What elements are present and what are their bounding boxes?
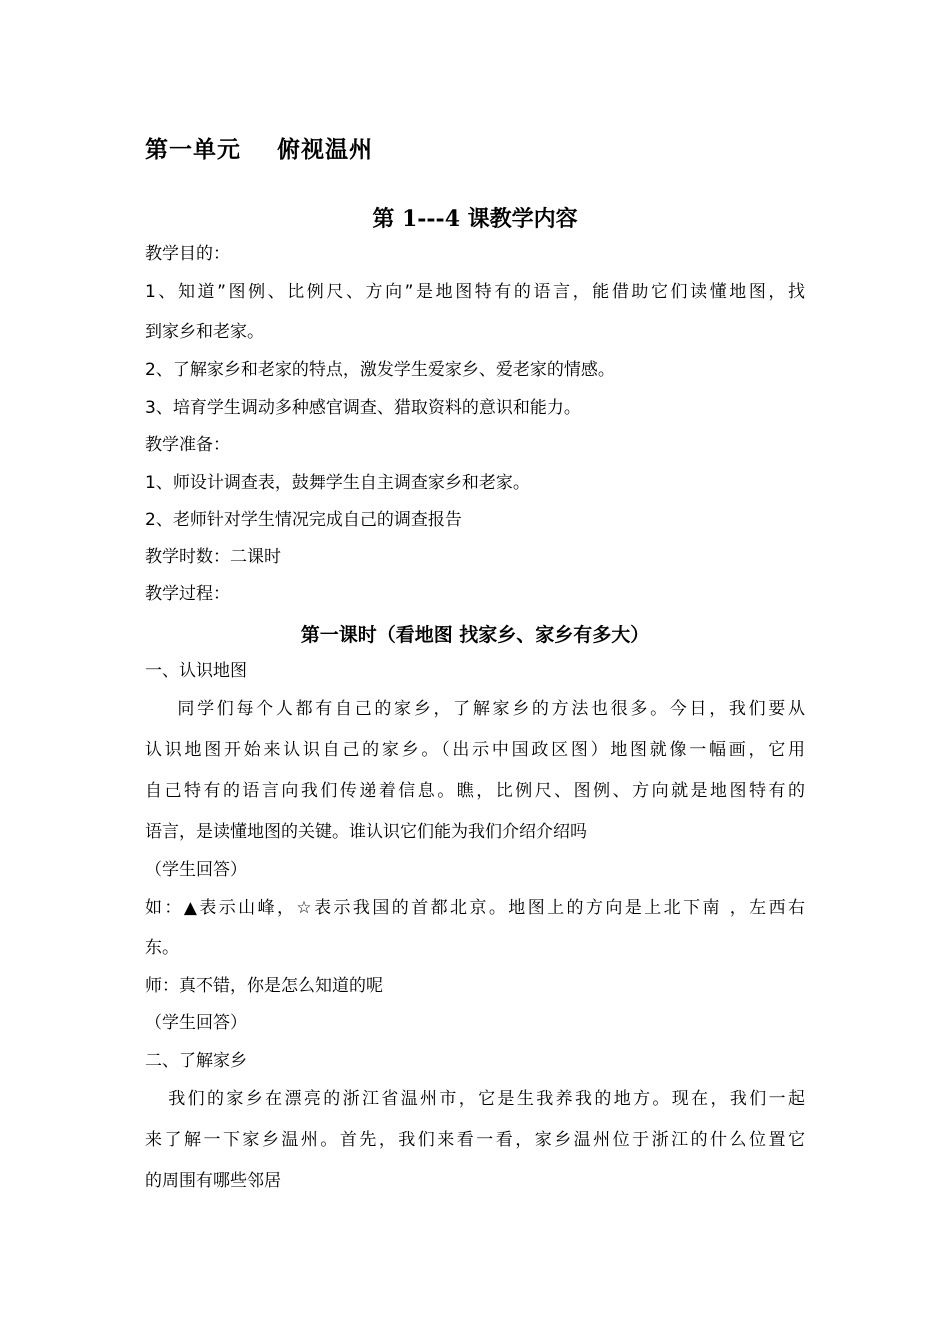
teaching-hours: 教学时数：二课时 <box>145 547 281 567</box>
objectives-heading: 教学目的： <box>145 244 230 264</box>
part-1-paragraph-line-4: 语言，是读懂地图的关键。谁认识它们能为我们介绍介绍吗 <box>145 822 587 842</box>
objective-2: 2、了解家乡和老家的特点，激发学生爱家乡、爱老家的情感。 <box>145 360 615 380</box>
preparation-2: 2、老师针对学生情况完成自己的调查报告 <box>145 510 462 530</box>
student-answer-2: （学生回答） <box>145 1013 247 1033</box>
example-line-2: 东。 <box>145 938 179 958</box>
objective-1-line-1: 1、知道”图例、比例尺、方向”是地图特有的语言，能借助它们读懂地图，找 <box>145 282 805 302</box>
part-2-paragraph-line-3: 的周围有哪些邻居 <box>145 1171 281 1191</box>
part-1-paragraph-line-2: 认识地图开始来认识自己的家乡。（出示中国政区图）地图就像一幅画，它用 <box>145 740 805 760</box>
preparation-1: 1、师设计调查表，鼓舞学生自主调查家乡和老家。 <box>145 473 530 493</box>
part-1-paragraph-line-3: 自己特有的语言向我们传递着信息。瞧，比例尺、图例、方向就是地图特有的 <box>145 781 805 801</box>
objective-3: 3、培育学生调动多种感官调查、猎取资料的意识和能力。 <box>145 398 581 418</box>
part-2-paragraph-line-2: 来了解一下家乡温州。首先，我们来看一看，家乡温州位于浙江的什么位置它 <box>145 1130 805 1150</box>
unit-title: 第一单元 俯视温州 <box>145 137 374 163</box>
part-2-paragraph-line-1: 我们的家乡在漂亮的浙江省温州市，它是生我养我的地方。现在，我们一起 <box>145 1089 805 1109</box>
objective-1-line-2: 到家乡和老家。 <box>145 322 264 342</box>
example-line-1: 如：▲表示山峰，☆表示我国的首都北京。地图上的方向是上北下南 ，左西右 <box>145 898 805 918</box>
part-1-paragraph-line-1: 同学们每个人都有自己的家乡，了解家乡的方法也很多。今日，我们要从 <box>145 699 805 719</box>
teacher-question: 师：真不错，你是怎么知道的呢 <box>145 976 383 996</box>
student-answer-1: （学生回答） <box>145 860 247 880</box>
section-title: 第一课时（看地图 找家乡、家乡有多大） <box>300 624 650 646</box>
lesson-title: 第 1---4 课教学内容 <box>372 206 578 232</box>
part-1-heading: 一、认识地图 <box>145 661 247 681</box>
part-2-heading: 二、了解家乡 <box>145 1051 247 1071</box>
preparation-heading: 教学准备： <box>145 435 230 455</box>
process-heading: 教学过程： <box>145 584 230 604</box>
